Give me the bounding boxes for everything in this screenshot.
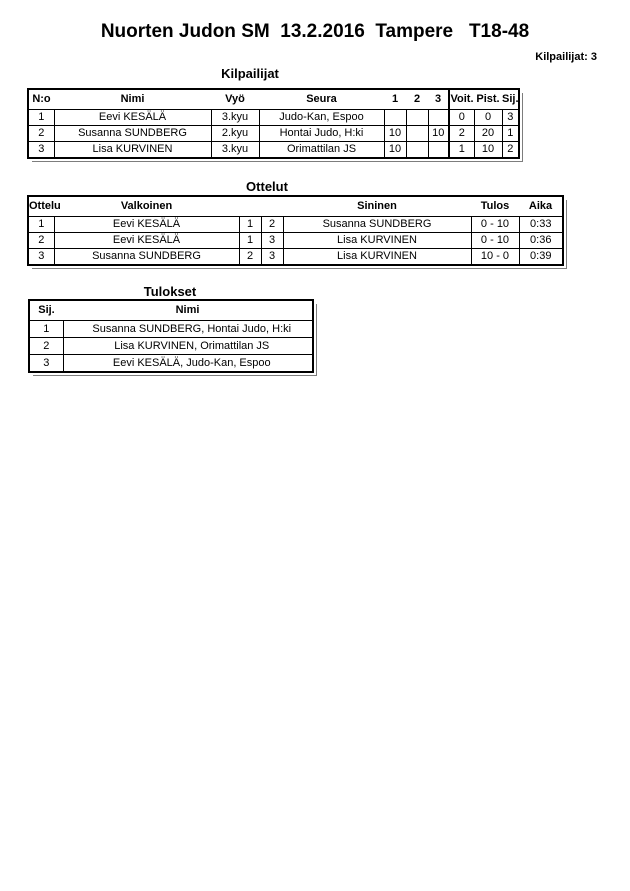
header-valkoinen: Valkoinen (54, 196, 239, 217)
matches-header-row (28, 196, 563, 217)
header-seura: Seura (259, 89, 384, 110)
header-tulos: Tulos (471, 196, 519, 217)
blue-number: 3 (261, 249, 283, 266)
competitor-no: 1 (28, 110, 54, 126)
page-title: Nuorten Judon SM 13.2.2016 Tampere T18-48 (100, 21, 530, 42)
competitor-no: 3 (28, 142, 54, 159)
match-time: 0:36 (519, 233, 563, 249)
result-row (29, 355, 313, 373)
competitor-name: Lisa KURVINEN (54, 142, 211, 159)
competitor-round2-score (406, 110, 428, 126)
white-name: Eevi KESÄLÄ (54, 217, 239, 233)
competitor-club: Orimattilan JS (259, 142, 384, 159)
results-header-row (29, 300, 313, 321)
competitor-points: 10 (474, 142, 502, 159)
white-number: 1 (239, 217, 261, 233)
match-no: 3 (28, 249, 54, 266)
header-sij: Sij. (502, 89, 519, 110)
header-blue-number (261, 196, 283, 217)
header-no: N:o (28, 89, 54, 110)
competitor-points: 20 (474, 126, 502, 142)
header-sininen: Sininen (283, 196, 471, 217)
header-nimi: Nimi (54, 89, 211, 110)
result-rank: 2 (29, 338, 63, 355)
header-pist: Pist. (474, 89, 502, 110)
match-row (28, 233, 563, 249)
white-name: Eevi KESÄLÄ (54, 233, 239, 249)
header-white-number (239, 196, 261, 217)
match-time: 0:33 (519, 217, 563, 233)
white-name: Susanna SUNDBERG (54, 249, 239, 266)
competitors-heading: Kilpailijat (221, 66, 279, 81)
competitor-row (28, 126, 519, 142)
header-aika: Aika (519, 196, 563, 217)
competitor-round2-score (406, 126, 428, 142)
blue-number: 3 (261, 233, 283, 249)
competitor-name: Susanna SUNDBERG (54, 126, 211, 142)
matches-heading: Ottelut (246, 179, 288, 194)
white-number: 2 (239, 249, 261, 266)
matches-table-wrap (27, 195, 564, 266)
match-result: 10 - 0 (471, 249, 519, 266)
competitor-round3-score (428, 142, 449, 159)
result-rank: 3 (29, 355, 63, 373)
matches-table (27, 195, 564, 266)
competitor-rank: 2 (502, 142, 519, 159)
match-time: 0:39 (519, 249, 563, 266)
header-nimi: Nimi (63, 300, 313, 321)
header-vyo: Vyö (211, 89, 259, 110)
competitor-round1-score (384, 110, 406, 126)
result-name: Susanna SUNDBERG, Hontai Judo, H:ki (63, 321, 313, 338)
match-row (28, 249, 563, 266)
blue-name: Susanna SUNDBERG (283, 217, 471, 233)
competitor-row (28, 142, 519, 159)
header-sij: Sij. (29, 300, 63, 321)
competitors-header-row (28, 89, 519, 110)
header-round1: 1 (384, 89, 406, 110)
competitor-belt: 3.kyu (211, 110, 259, 126)
competitor-points: 0 (474, 110, 502, 126)
competitor-round2-score (406, 142, 428, 159)
result-name: Eevi KESÄLÄ, Judo-Kan, Espoo (63, 355, 313, 373)
competitors-table-wrap (27, 88, 520, 159)
competitor-belt: 2.kyu (211, 126, 259, 142)
result-row (29, 338, 313, 355)
participants-count: Kilpailijat: 3 (535, 51, 597, 63)
result-rank: 1 (29, 321, 63, 338)
match-no: 1 (28, 217, 54, 233)
competitor-wins: 2 (449, 126, 474, 142)
white-number: 1 (239, 233, 261, 249)
competitor-round1-score: 10 (384, 126, 406, 142)
competitor-club: Hontai Judo, H:ki (259, 126, 384, 142)
match-row (28, 217, 563, 233)
blue-number: 2 (261, 217, 283, 233)
header-ottelu: Ottelu (28, 196, 54, 217)
competitor-rank: 3 (502, 110, 519, 126)
competitors-table (27, 88, 520, 159)
competitor-round3-score: 10 (428, 126, 449, 142)
match-result: 0 - 10 (471, 217, 519, 233)
competitor-belt: 3.kyu (211, 142, 259, 159)
result-name: Lisa KURVINEN, Orimattilan JS (63, 338, 313, 355)
blue-name: Lisa KURVINEN (283, 249, 471, 266)
competitor-round1-score: 10 (384, 142, 406, 159)
competitor-club: Judo-Kan, Espoo (259, 110, 384, 126)
competitor-rank: 1 (502, 126, 519, 142)
competitor-row (28, 110, 519, 126)
competitor-name: Eevi KESÄLÄ (54, 110, 211, 126)
results-table-wrap (28, 299, 314, 373)
header-round3: 3 (428, 89, 449, 110)
competitor-no: 2 (28, 126, 54, 142)
match-result: 0 - 10 (471, 233, 519, 249)
match-no: 2 (28, 233, 54, 249)
header-voit: Voit. (449, 89, 474, 110)
header-round2: 2 (406, 89, 428, 110)
competitor-wins: 1 (449, 142, 474, 159)
competitor-round3-score (428, 110, 449, 126)
results-table (28, 299, 314, 373)
results-heading: Tulokset (143, 284, 197, 299)
competitor-wins: 0 (449, 110, 474, 126)
blue-name: Lisa KURVINEN (283, 233, 471, 249)
result-row (29, 321, 313, 338)
